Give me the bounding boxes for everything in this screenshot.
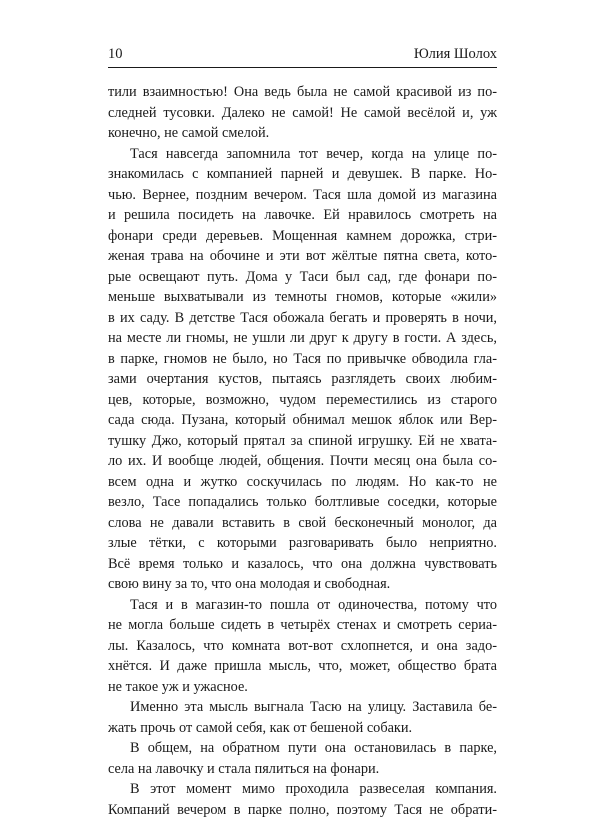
text-line: не такое уж и ужасное. — [108, 677, 497, 698]
text-line: сада сюда. Пузана, который обнимал мешок яблок или Вер- — [108, 410, 497, 431]
page-header — [108, 44, 497, 64]
text-line: фонари среди деревьев. Мощенная камнем дорожка, стри- — [108, 226, 497, 247]
text-line: в их саду. В детстве Тася обожала бегать и проверять в ночи, — [108, 308, 497, 329]
text-line: Компаний вечером в парке полно, поэтому Тася не обрати- — [108, 800, 497, 820]
text-line: следней тусовки. Далеко не самой! Не самой весёлой и, уж — [108, 103, 497, 124]
text-line: хнётся. И даже пришла мысль, что, может, общество брата — [108, 656, 497, 677]
text-line: Именно эта мысль выгнала Тасю на улицу. Заставила бе- — [108, 697, 497, 718]
text-line: тили взаимностью! Она ведь была не самой красивой из по- — [108, 82, 497, 103]
text-line: и решила посидеть на лавочке. Ей нравилось смотреть на — [108, 205, 497, 226]
body-text — [108, 82, 497, 820]
text-line: лы. Казалось, что комната вот-вот схлопнется, и она задо- — [108, 636, 497, 657]
text-line: свою вину за то, что она молодая и свободная. — [108, 574, 497, 595]
text-line: не могла больше сидеть в четырёх стенах и смотреть сериа- — [108, 615, 497, 636]
text-line: рые освещают путь. Дома у Таси был сад, где фонари по- — [108, 267, 497, 288]
text-line: на месте ли гномы, не ушли ли друг к другу в гости. А здесь, — [108, 328, 497, 349]
text-line: чью. Вернее, поздним вечером. Тася шла домой из магазина — [108, 185, 497, 206]
text-line: Тася и в магазин-то пошла от одиночества, потому что — [108, 595, 497, 616]
text-line: всем одна и жутко соскучилась по людям. Но как-то не — [108, 472, 497, 493]
text-line: в парке, гномов не было, но Тася по привычке обводила гла- — [108, 349, 497, 370]
header-rule — [108, 67, 497, 68]
text-line: слова не давали вставить в свой бесконечный монолог, да — [108, 513, 497, 534]
text-line: В этот момент мимо проходила развеселая компания. — [108, 779, 497, 800]
text-line: села на лавочку и стала пялиться на фонари. — [108, 759, 497, 780]
text-line: жать прочь от самой себя, как от бешеной собаки. — [108, 718, 497, 739]
text-line: злые тётки, с которыми разговаривать было неприятно. — [108, 533, 497, 554]
text-line: женая трава на обочине и эти вот жёлтые пятна света, кото- — [108, 246, 497, 267]
text-line: Тася навсегда запомнила тот вечер, когда на улице по- — [108, 144, 497, 165]
text-line: знакомилась с компанией парней и девушек. В парке. Но- — [108, 164, 497, 185]
text-line: ло их. И вообще людей, общения. Почти месяц она была со- — [108, 451, 497, 472]
text-line: цев, которые, возможно, чудом переместились из старого — [108, 390, 497, 411]
text-line: В общем, на обратном пути она остановилась в парке, — [108, 738, 497, 759]
text-line: тушку Джо, который прятал за спиной игрушку. Ей не хвата- — [108, 431, 497, 452]
text-line: меньше выхватывали из темноты гномов, которые «жили» — [108, 287, 497, 308]
text-line: зами очертания кустов, пытаясь разглядеть своих любим- — [108, 369, 497, 390]
text-line: везло, Тасе попадались только болтливые соседки, которые — [108, 492, 497, 513]
text-line: Всё время только и казалось, что она должна чувствовать — [108, 554, 497, 575]
page-number: 10 — [108, 44, 123, 64]
text-line: конечно, не самой смелой. — [108, 123, 497, 144]
running-head-author: Юлия Шолох — [414, 44, 497, 64]
